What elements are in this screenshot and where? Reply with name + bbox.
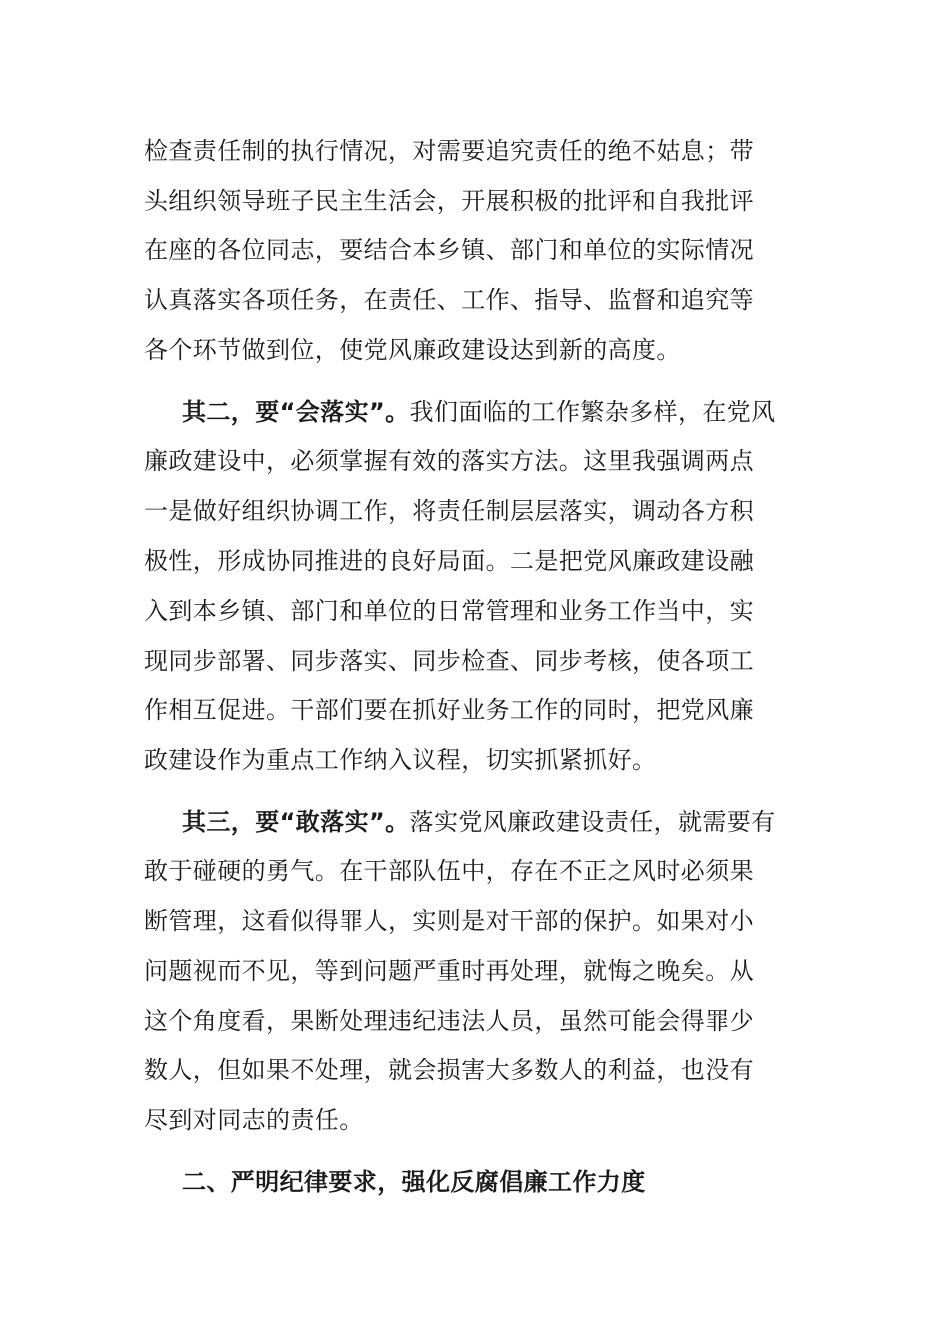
- paragraph-line: 一是做好组织协调工作，将责任制层层落实，调动各方积: [144, 497, 754, 525]
- paragraph-line: 廉政建设中，必须掌握有效的落实方法。这里我强调两点: [144, 447, 754, 475]
- paragraph-line: 数人，但如果不处理，就会损害大多数人的利益，也没有: [144, 1056, 754, 1084]
- paragraph-line: 认真落实各项任务，在责任、工作、指导、监督和追究等: [144, 286, 754, 314]
- paragraph-first-line: [182, 802, 806, 842]
- paragraph-text: 我们面临的工作繁杂多样，在党风: [409, 398, 776, 426]
- paragraph-first-line: [182, 392, 806, 432]
- paragraph-line: 在座的各位同志，要结合本乡镇、部门和单位的实际情况: [144, 236, 754, 264]
- paragraph-text: 落实党风廉政建设责任，就需要有: [409, 808, 776, 836]
- paragraph-line: 各个环节做到位，使党风廉政建设达到新的高度。: [144, 336, 681, 364]
- paragraph-line: 敢于碰硬的勇气。在干部队伍中，存在不正之风时必须果: [144, 857, 754, 885]
- paragraph-line: 断管理，这看似得罪人，实则是对干部的保护。如果对小: [144, 907, 754, 935]
- paragraph-heading: 其三，要“敢落实”。: [182, 808, 410, 836]
- paragraph-line: 尽到对同志的责任。: [144, 1106, 364, 1134]
- paragraph-line: 头组织领导班子民主生活会，开展积极的批评和自我批评: [144, 187, 754, 215]
- paragraph-line: 现同步部署、同步落实、同步检查、同步考核，使各项工: [144, 647, 754, 675]
- paragraph-line: 政建设作为重点工作纳入议程，切实抓紧抓好。: [144, 746, 657, 774]
- paragraph-line: 极性，形成协同推进的良好局面。二是把党风廉政建设融: [144, 547, 754, 575]
- paragraph-line: 检查责任制的执行情况，对需要追究责任的绝不姑息；带: [144, 137, 754, 165]
- paragraph-line: 作相互促进。干部们要在抓好业务工作的同时，把党风廉: [144, 696, 754, 724]
- paragraph-line: 问题视而不见，等到问题严重时再处理，就悔之晚矣。从: [144, 957, 754, 985]
- section-heading: 二、严明纪律要求，强化反腐倡廉工作力度: [182, 1168, 646, 1196]
- paragraph-line: 这个角度看，果断处理违纪违法人员，虽然可能会得罪少: [144, 1007, 754, 1035]
- paragraph-line: 入到本乡镇、部门和单位的日常管理和业务工作当中，实: [144, 597, 754, 625]
- paragraph-heading: 其二，要“会落实”。: [182, 398, 410, 426]
